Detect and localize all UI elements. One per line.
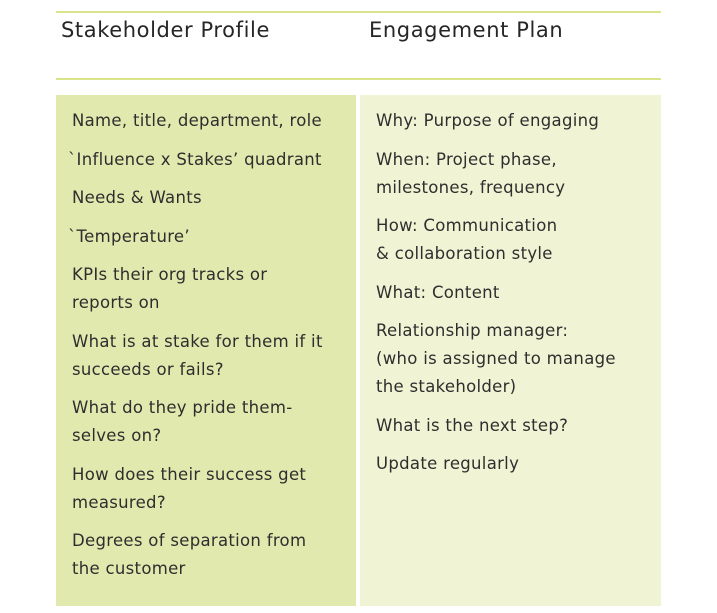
list-item: What: Content xyxy=(376,282,500,302)
list-item: Needs & Wants xyxy=(72,188,202,207)
header-divider xyxy=(56,78,661,80)
top-divider xyxy=(56,11,661,13)
engagement-plan-heading: Engagement Plan xyxy=(369,18,564,42)
list-item: What is the next step? xyxy=(376,415,569,435)
list-item: When: Project phase, milestones, frequency xyxy=(376,149,566,197)
list-item: How: Communication & collaboration style xyxy=(376,216,558,263)
stakeholder-profile-heading: Stakeholder Profile xyxy=(61,18,271,42)
list-item: Name, title, department, role xyxy=(72,111,322,130)
list-item: Relationship manager: (who is assigned to manage the stakeholder) xyxy=(376,321,616,396)
list-item: `Temperature’ xyxy=(68,226,190,246)
list-item: What do they pride them- selves on? xyxy=(72,398,293,445)
engagement-plan-list xyxy=(376,107,656,489)
list-item: How does their success get measured? xyxy=(72,464,307,512)
list-item: KPIs their org tracks or reports on xyxy=(72,265,268,312)
list-item: `Influence x Stakes’ quadrant xyxy=(68,149,322,169)
engagement-plan-panel xyxy=(360,95,661,606)
stakeholder-profile-panel xyxy=(56,95,356,606)
list-item: Degrees of separation from the customer xyxy=(72,531,307,578)
list-item: What is at stake for them if it succeeds or fails? xyxy=(72,331,323,379)
stakeholder-profile-list xyxy=(68,107,350,594)
list-item: Why: Purpose of engaging xyxy=(376,111,600,130)
list-item: Update regularly xyxy=(376,454,520,473)
